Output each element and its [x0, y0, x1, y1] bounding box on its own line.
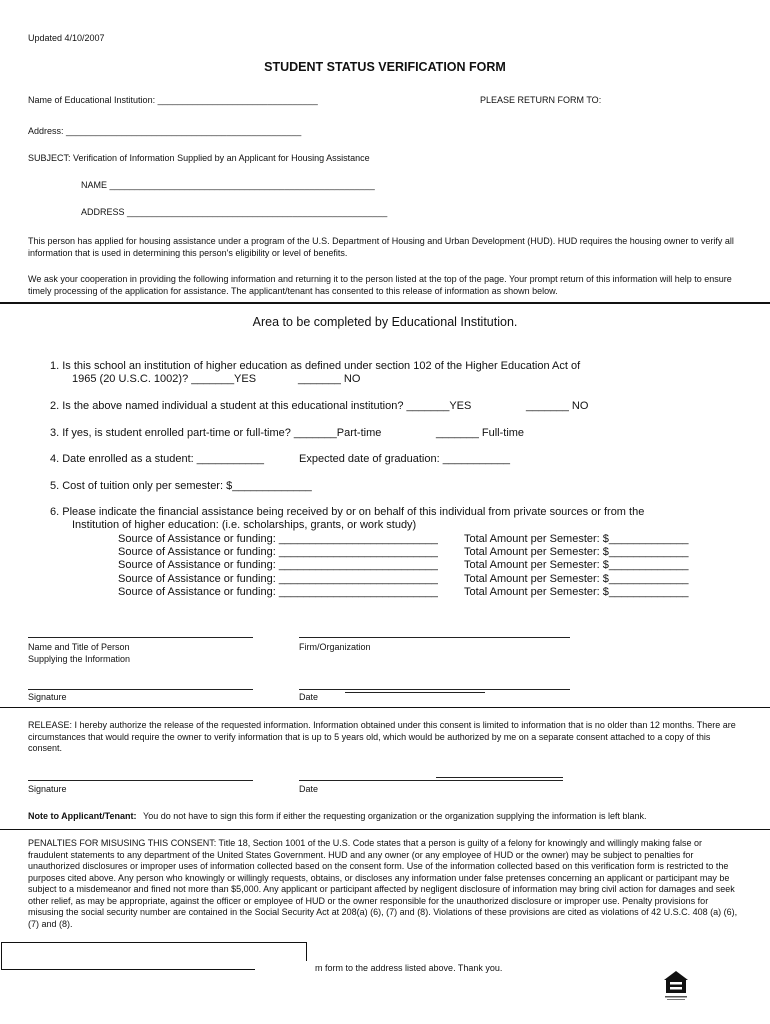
source-field[interactable]: Source of Assistance or funding: __________________________ [118, 573, 438, 585]
question-6-line-2: Institution of higher education: (i.e. scholarships, grants, or work study) [72, 519, 417, 531]
question-4-graduation-date[interactable]: Expected date of graduation: ___________ [299, 453, 511, 465]
institution-name-field[interactable]: Name of Educational Institution: ________________________________ [28, 95, 318, 105]
updated-date: Updated 4/10/2007 [28, 33, 105, 43]
question-2-no[interactable]: _______ NO [526, 400, 589, 412]
signature-line[interactable] [28, 689, 253, 690]
release-signature-line[interactable] [28, 780, 253, 781]
section-divider [0, 302, 770, 304]
intro-paragraph-2: We ask your cooperation in providing the following information and returning it to the person listed at the top of the page. Your prompt return of this information will help to ensure timely processing of the application for assistance. The applicant/tenant has consented to this release of information as shown below. [28, 274, 732, 296]
address-field[interactable]: Address: _______________________________________________ [28, 126, 302, 136]
question-5-tuition[interactable]: 5. Cost of tuition only per semester: $_____________ [50, 480, 312, 492]
form-title: STUDENT STATUS VERIFICATION FORM [264, 60, 506, 74]
amount-field[interactable]: Total Amount per Semester: $_____________ [464, 559, 689, 571]
note-text: You do not have to sign this form if either the requesting organization or the organization supplying the information is left blank. [143, 811, 647, 821]
return-instruction [255, 961, 502, 973]
release-signature-label: Signature [28, 784, 67, 794]
source-field[interactable]: Source of Assistance or funding: __________________________ [118, 533, 438, 545]
subject-line: SUBJECT: Verification of Information Supplied by an Applicant for Housing Assistance [28, 153, 370, 163]
release-date-label: Date [299, 784, 319, 794]
release-text: RELEASE: I hereby authorize the release of the requested information. Information obtained under this consent is limited to information that is no older than 12 months. There are circumstances that would require the owner to verify information that is up to 5 years old, which would be authorized by me on a separate consent attached to a copy of this consent. [28, 720, 736, 753]
name-title-signature-line[interactable] [28, 637, 253, 638]
note-label: Note to Applicant/Tenant: [28, 811, 137, 821]
question-1-yes[interactable]: 1965 (20 U.S.C. 1002)? _______YES [72, 373, 257, 385]
source-field[interactable]: Source of Assistance or funding: __________________________ [118, 559, 438, 571]
return-instruction-text: m form to the address listed above. Thank you. [315, 963, 503, 973]
release-date-line[interactable] [299, 780, 563, 781]
release-divider [0, 707, 770, 708]
firm-label: Firm/Organization [299, 642, 371, 652]
question-6-line-1: 6. Please indicate the financial assistance being received by or on behalf of this individual from private sources or from the [50, 506, 645, 518]
name-title-label-2: Supplying the Information [28, 654, 131, 664]
equal-housing-opportunity-icon [662, 969, 690, 1008]
release-date-underline [436, 777, 563, 778]
penalties-text: PENALTIES FOR MISUSING THIS CONSENT: Title 18, Section 1001 of the U.S. Code states that a person is guilty of a felony for knowingly and willingly making false or fraudulent statements to any department of the United States Government. HUD and any owner (or any employee of HUD or the owner) may be subject to penalties for unauthorized disclosures or improper uses of information collected based on the consent form. Use of the information collected based on this verification form is restricted to the purposes cited above. Any person who knowingly or willingly requests, obtains, or discloses any information under false pretenses concerning an applicant or participant may be subject to a misdemeanor and fined not more than $5,000. Any applicant or participant affected by negligent disclosure of information may bring civil action for damages and seek other relief, as may be appropriate, against the officer or employee of HUD or the owner responsible for the unauthorized disclosure or improper use. Penalty provisions for misusing the social security number are contained in the Social Security Act at 208(a) (6), (7) and (8). Violations of these provisions are cited as violations of 42 U.S.C. 408 (a) (6), (7) and (8). [28, 838, 738, 929]
penalties-divider [0, 829, 770, 830]
firm-signature-line[interactable] [299, 637, 570, 638]
date-line[interactable] [299, 689, 570, 690]
date-label: Date [299, 692, 319, 702]
source-field[interactable]: Source of Assistance or funding: __________________________ [118, 586, 438, 598]
question-3-part-time[interactable]: 3. If yes, is student enrolled part-time or full-time? _______Part-time [50, 427, 382, 439]
question-4-date-enrolled[interactable]: 4. Date enrolled as a student: ___________ [50, 453, 265, 465]
applicant-address-field[interactable]: ADDRESS ____________________________________________________ [81, 207, 388, 217]
section-title: Area to be completed by Educational Institution. [252, 315, 518, 329]
source-field[interactable]: Source of Assistance or funding: __________________________ [118, 546, 438, 558]
question-3-full-time[interactable]: _______ Full-time [436, 427, 525, 439]
date-underline [345, 692, 485, 693]
note-to-applicant [28, 811, 647, 821]
amount-field[interactable]: Total Amount per Semester: $_____________ [464, 546, 689, 558]
intro-paragraph-1: This person has applied for housing assistance under a program of the U.S. Department of Housing and Urban Development (HUD). HUD requires the housing owner to verify all information that is used in determining this person's eligibility or level of benefits. [28, 236, 734, 258]
amount-field[interactable]: Total Amount per Semester: $_____________ [464, 586, 689, 598]
amount-field[interactable]: Total Amount per Semester: $_____________ [464, 533, 689, 545]
amount-field[interactable]: Total Amount per Semester: $_____________ [464, 573, 689, 585]
question-2-yes[interactable]: 2. Is the above named individual a student at this educational institution? _______YES [50, 400, 472, 412]
signature-label: Signature [28, 692, 67, 702]
question-1-line-1: 1. Is this school an institution of higher education as defined under section 102 of the Higher Education Act of [50, 360, 581, 372]
applicant-name-field[interactable]: NAME _____________________________________________________ [81, 180, 375, 190]
return-to-label: PLEASE RETURN FORM TO: [480, 95, 602, 105]
name-title-label-1: Name and Title of Person [28, 642, 130, 652]
question-1-no[interactable]: _______ NO [298, 373, 361, 385]
